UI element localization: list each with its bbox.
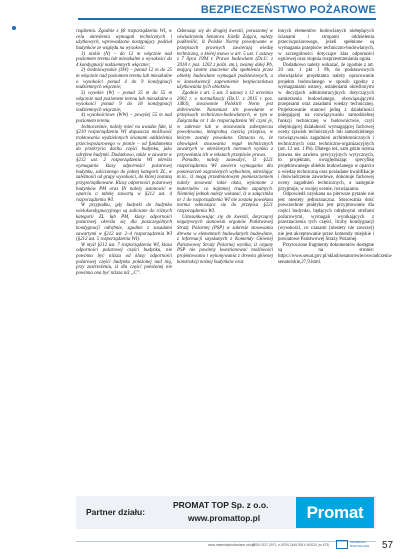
promat-logo-text: Promat [306,502,364,522]
magazine-logo-text: MATERIAŁY BUDOWLANE [350,540,370,548]
text-column-3 [278,29,393,265]
paragraph: 4) wysokościowe (WW) – powyżej 55 m nad poziomem terenu. [76,113,172,124]
paragraph: innych elementów budowlanych niebędących ścianami i stropami oddzielenia przeciwpożarowego, jeżeli spełnione są wymagania przepisów techniczno-budowlanych, w szczególności dotyczące klas odporności ogniowej oraz stopnia rozprzestrzeniania ognia. [278,29,374,63]
margin-marker [12,26,16,30]
header-divider [78,18,376,20]
magazine-logo-icon [336,540,348,549]
paragraph: Odnosząc się do drugiej kwestii, poruszonej w oświadczeniu Senatora Józefa Zająca, należy podkreślić, iż Polskie Normy powoływane w przepisach prawnych zawierają wiedzę techniczną, o której mowa w art. 5 ust. 1 ustawy z 7 lipca 1994 r. Prawo budowlane (Dz.U. z 2018 r. poz. 1202 z późn. zm.), zwanej dalej Pb, mającą istotne znaczenie dla spełnienia przez obiekty budowlane wymagań podstawowych, a w konsekwencji zapewnienie bezpieczeństwa użytkowania tych obiektów. [177,29,273,91]
paragraph: 1) niskie (N) – do 12 m włącznie nad poziomem terenu lub mieszkalne o wysokości do 4 kondygnacji nadziemnych włącznie; [76,51,172,68]
paragraph: W przypadku, gdy budynki do budynku wielokondygnacyjnego są zaliczane do różnych kategorii ZL lub PM, klasy odporności pożarowej określa się dla poszczególnych kondygnacji odrębnie, zgodnie z zasadami zawartymi w §212 ust. 2–4 rozporządzenia WI (§212 ust. 5 rozporządzenia WI). [76,203,172,243]
promat-logo [296,497,374,528]
paragraph: Przytoczone fragmenty dokumentów dostępne są na stronie: https://www.senat.gov.pl/sklad/senatorowie/oswiadczenia-senatorskie,27,9.html. [278,242,393,265]
page-number: 57 [382,540,394,551]
paragraph: Ponadto, należy zauważyć, iż §221 rozporządzenia WI zawiera wymagania dla pomieszczeń zagrożonych wybuchem, określając m.in., iż mogą przedmiotowym pomieszczeniem należy stosować takie okna, wykonane z materiałów co najmniej trudno zapalnych. Niemniej jednak należy wskazać, iż w załączniku nr 1 do rozporządzenia WI nie została powołana norma odnosząca się do przepisu §221 rozporządzenia WI. [177,158,273,214]
paragraph: W myśl §212 ust. 7 rozporządzenia WI, klasa odporności pożarowej części budynku, nie powinna być niższa od klasy odporności pożarowej części budynku położonej nad nią, przy zastrzeżeniu, iż dla części położonej nie powinna ona być niższa niż „C”. [76,242,172,276]
paragraph: 3) wysokie (W) – ponad 25 m do 55 m włącznie nad poziomem terenu lub mieszkalne o wysokości ponad 9 do 18 kondygnacji nadziemnych włącznie; [76,90,172,113]
text-column-1 [76,29,172,277]
section-title: BEZPIECZEŃSTWO POŻAROWE [200,4,376,16]
paragraph: rządzenia. Zgodnie z §8 rozporządzenia WI, w celu określenia wymagań technicznych i użytkowych, wprowadzono następujący podział budynków ze względu na wysokość: [76,29,172,51]
paragraph: Dodatkowo należy wskazać, że zgodnie z art. 20 ust. 1 pkt 1 Pb, do podstawowych obowiązków projektanta należy opracowanie projektu budowlanego w sposób zgodny z wymaganiami ustawy, ustaleniami określonymi w decyzjach administracyjnych dotyczących zamierzenia budowlanego, obowiązującymi przepisami oraz zasadami wiedzy technicznej. Projektowanie stanowi jedną z działalności polegającej na rozwiązywaniu samodzielnej funkcji technicznej w budownictwie, czyli obejmującej działalność wymagającej fachowej oceny zjawisk technicznych lub samodzielnego rozwiązywania zagadnień architektonicznych i technicznych oraz techniczno-organizacyjnych (art. 12 ust. 1 Pb). Dlatego też, sam gdzie norma prawna nie zawiera precyzyjnych wytycznych, to projektant, uwzględniając specyfikę projektowanego obiektu budowlanego w oparciu o wiedzę techniczną oraz posiadane kwalifikacje i doświadczenie zawodowe, dokonuje fachowej oceny zagadnień technicznych, a następnie przyjmuje, w swojej ocenie, rozwiązania. [278,62,374,192]
footer-divider [76,541,376,542]
text-column-2 [177,29,273,265]
partner-company: PROMAT TOP Sp. z o.o. [173,500,269,510]
paragraph: Ustosunkowując się do kwestii, dotyczącej negatywnych stanowisk organów Państwowej Straży Pożarnej (PSP) w zakresie stosowania drewna w elementach budowlanych budowlane, z informacji uzyskanych z Komendy Głównej Państwowej Straży Pożarnej wynika, iż organy PSP nie powinny kwestionować możliwości projektowania i wykonywania z drewna głównej konstrukcji nośnej budynków oraz [177,214,273,265]
partner-link[interactable]: www.promattop.pl [188,513,261,523]
partner-label: Partner działu: [86,507,146,517]
paragraph: 2) średniowysokie (SW) – ponad 12 m do 25 m włącznie nad poziomem terenu lub mieszkalne o wysokości ponad 4 do 9 kondygnacji nadziemnych włącznie; [76,68,172,91]
paragraph: Jednocześnie, należy mieć na uwadze fakt, iż §210 rozporządzenia WI dopuszcza możliwość traktowania wydzielonych ścianami oddzielenia przeciwpożarowego w pionie – od fundamentu do przekrycia dachu części budynku, jako odrębne budynki. Dodatkowo, także w zawarte w §212 ust. 2 rozporządzenia WI określa wymagania klasy odporności pożarowej budynku, zaliczonego do jednej kategorii ZL, w zależności od grupy wysokości, do której zostaną przyporządkowane. Klasy odporności pożarowej budynków PM oraz IN należy ustanowić w oparciu o tabelę zawartą w §212 ust. 4 rozporządzenia WI. [76,124,172,203]
paragraph: Zgodnie z art. 5 ust. 3 ustawy z 12 września 2002 r. o normalizacji (Dz.U. z 2015 r. poz. 1483), stosowanie Polskich Norm jest dobrowolne. Natomiast ich powołanie w przepisach techniczno-budowlanych, w tym w Załączniku nr 1 do rozporządzenia WI czyni je, w zakresie lub w stosowaniu zabezpiecza powoływana, integralną częścią przepisu, w którym zostały powołane. Oznacza to, że obowiązek stosowania reguł technicznych zawartych w określonych normach wynika z przywołania ich w tekstach przepisów prawa. [177,90,273,158]
footer-issn: ISSN 0137-2971, e-ISSN 2449-951X 6/2020 (nr 573) [252,543,330,547]
paragraph: Odpowiedź uzyskana na pierwsze pytanie nie jest niestety jednoznaczna. Stosowania dość powszechnie praktyka jest przyjmowanie dla części budynku, będących odrębnymi strefami pożarowymi, wymagań wynikających z przeznaczenia tych części, liczby kondygnacji (wysokości, co czasami (niestety nie zawsze)) nie jest akceptowanie przez komendy miejskie i powiatowe Państwowej Straży Pożarnej. [278,192,374,243]
footer-url[interactable]: www.materialybudowlane.info.pl [208,543,255,547]
